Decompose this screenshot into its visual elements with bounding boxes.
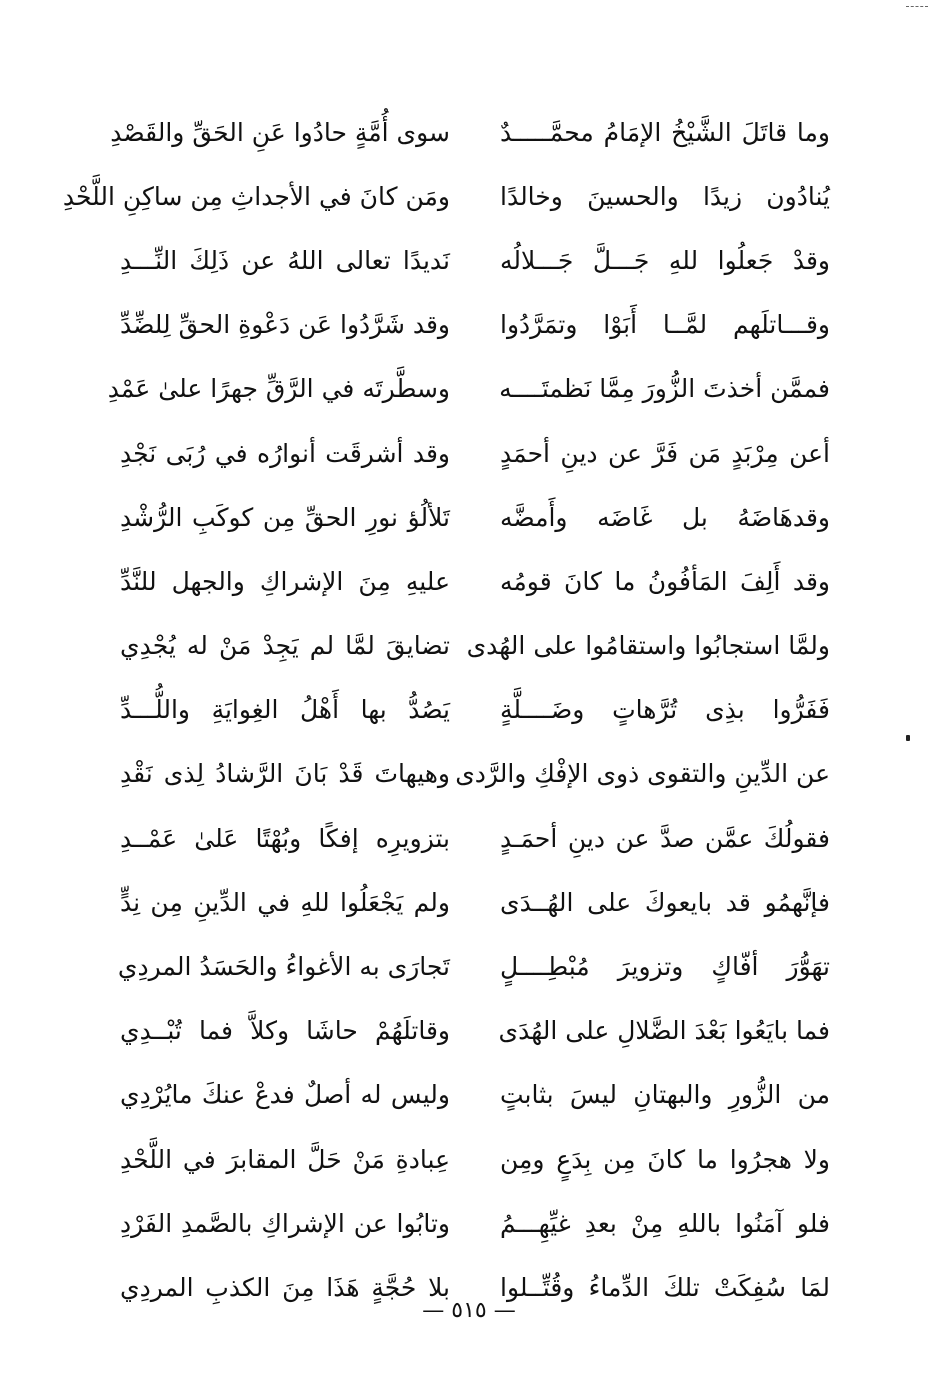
verse-first-hemistich: وما قاتَلَ الشَّيْخُ الإمَامُ محمَّـــــدٌ (500, 117, 830, 147)
verse (120, 228, 830, 292)
verse (120, 999, 830, 1063)
verse (120, 1063, 830, 1127)
verse (120, 485, 830, 549)
verse-first-hemistich: من الزُّورِ والبهتانِ ليسَ بثابتٍ (500, 1080, 830, 1110)
verse-second-hemistich: وهيهاتَ قَدْ بَانَ الرَّشادُ لِذى نَقْدِ (120, 759, 450, 789)
verse-first-hemistich: فلو آمَنُوا باللهِ مِنْ بعدِ غيِّهِـــمُ (500, 1208, 830, 1238)
verse-second-hemistich: تَلألُؤ نورِ الحقِّ مِن كوكَبِ الرُّشْدِ (120, 502, 450, 532)
verse-first-hemistich: وقـــاتلَهم لمَّــا أَبَوْا وتمَرَّدُوا (500, 310, 830, 340)
verse-first-hemistich: تهَوُّرَ أفّاكٍ وتزويرَ مُبْطِــــلٍ (500, 952, 830, 982)
verse (120, 549, 830, 613)
verse-second-hemistich: تَجارَى به الأغواءُ والحَسَدُ المردِي (117, 952, 450, 982)
verse-second-hemistich: وقاتلَهُمْ حاشَا وكلاَّ فما تُبْــدِي (120, 1016, 450, 1046)
verse-second-hemistich: بلا حُجَّةٍ هَذَا مِنَ الكذبِ المردِي (120, 1272, 450, 1302)
verse (120, 870, 830, 934)
verse (120, 421, 830, 485)
verse-second-hemistich: عِبادةِ مَنْ حَلَّ المقابرَ في اللَّحْدِ (120, 1144, 450, 1174)
verse-second-hemistich: وتابُوا عن الإشراكِ بالصَّمدِ الفَرْدِ (120, 1208, 450, 1238)
verse-second-hemistich: ومَن كانَ في الأجداثِ مِن ساكِنِ اللَّحْدِ (62, 181, 450, 211)
verse-second-hemistich: يَصُدُّ بها أَهْلُ الغِوايَةِ واللُّـــدِّ (120, 695, 450, 725)
verse-first-hemistich: أعن مِرْبَدٍ مَن فَرَّ عن دينِ أحمَدٍ (500, 438, 830, 468)
verse-first-hemistich: فقولُكَ عمَّن صدَّ عن دينِ أحمَـدٍ (500, 823, 830, 853)
verse-second-hemistich: نَديدًا تعالى اللهُ عن ذَلِكَ النِّـــدِ (120, 245, 450, 275)
verse-second-hemistich: عليهِ مِنَ الإشراكِ والجهل للنَّدِّ (120, 566, 450, 596)
margin-dot (906, 735, 910, 741)
verse (62, 164, 830, 228)
verse-first-hemistich: ولمَّا استجابُوا واستقامُوا على الهُدى (466, 631, 830, 661)
verse-first-hemistich: لمَا سُفِكَتْ تلكَ الدِّماءُ وقُتِّــلوا (500, 1272, 830, 1302)
verse (120, 1127, 830, 1191)
verse-second-hemistich: وسطَّرتَه في الرَّقِّ جهرًا علىٰ عَمْدِ (107, 374, 450, 404)
verse (120, 293, 830, 357)
corner-mark (906, 6, 928, 15)
verse (110, 100, 830, 164)
verse-first-hemistich: وقدهَاضَهُ بل غَاضَه وأَمضَّه (500, 502, 830, 532)
verse (117, 934, 830, 998)
verse (120, 806, 830, 870)
verse-second-hemistich: بتزويرِه إفكًا وبُهْتًا عَلىٰ عَمْــدِ (120, 823, 450, 853)
verse-second-hemistich: تضايقَ لمَّا لم يَجِدْ مَنْ له يُجْدِي (120, 631, 450, 661)
verse-second-hemistich: وقد شَرَّدُوا عَن دَعْوةِ الحقِّ لِلضِّدِّ (119, 310, 450, 340)
verse (120, 678, 830, 742)
verse (120, 1191, 830, 1255)
verse (120, 614, 830, 678)
poem (62, 100, 830, 1320)
verse (120, 742, 830, 806)
verse-second-hemistich: وقد أشرقَت أنوارُه في رُبَى نَجْدِ (120, 438, 450, 468)
verse-second-hemistich: وليس له أصلٌ فدعْ عنكَ مايُرْدِي (120, 1080, 450, 1110)
verse-first-hemistich: فإنَّهمُو قد بايعوكَ على الهُــدَى (500, 887, 830, 917)
verse-second-hemistich: سوى أُمَّةٍ حادُوا عَنِ الحَقِّ والقَصْدِ (110, 117, 450, 147)
page-number: — ٥١٥ — (422, 1298, 516, 1323)
verse-first-hemistich: عن الدِّينِ والتقوى ذوى الإفْكِ والرَّدى (455, 759, 830, 789)
verse-first-hemistich: وقد أَلِفَ المَأفُونُ ما كانَ قومُه (500, 566, 830, 596)
verse-first-hemistich: فما بايَعُوا بَعْدَ الضَّلالِ على الهُدَى (498, 1016, 830, 1046)
verse (107, 357, 830, 421)
verse-first-hemistich: وقدْ جَعلُوا للهِ جَـــلَّ جَـــلالُه (500, 245, 830, 275)
verse-first-hemistich: يُنادُون زيدًا والحسينَ وخالدًا (500, 181, 830, 211)
verse-first-hemistich: ولا هجرُوا ما كانَ مِن بِدَعٍ ومِن (500, 1144, 830, 1174)
verse-first-hemistich: فَفَرُّوا بذِى تُرَّهاتٍ وضَــــلَّةٍ (500, 695, 830, 725)
verse-first-hemistich: فممَّن أخذتَ الزُّورَ مِمَّا نَظمتَــــه (499, 374, 830, 404)
verse-second-hemistich: ولم يَجْعَلُوا للهِ في الدِّينِ مِن نِدٍّ (120, 887, 450, 917)
